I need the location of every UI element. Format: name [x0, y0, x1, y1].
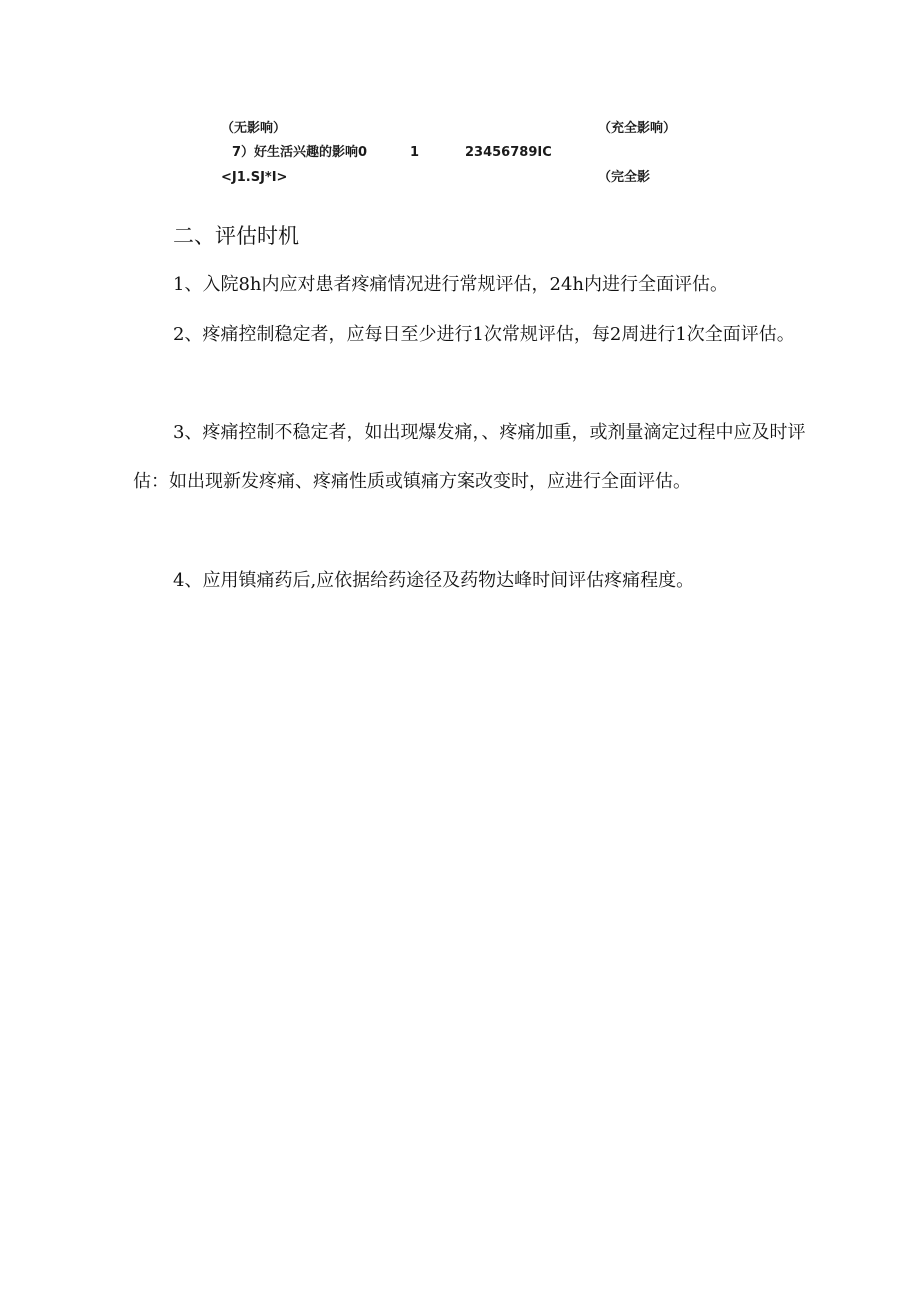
scale-item-label: 7）好生活兴趣的影响0 — [232, 145, 368, 160]
section-heading: 二、评估时机 — [173, 224, 299, 248]
scale-left-label-top: （无影响） — [221, 121, 287, 136]
paragraph-2: 2、疼痛控制稳定者，应每日至少进行1次常规评估，每2周进行1次全面评估。 — [173, 324, 795, 345]
scale-left-label-bottom: <J1.SJ*I> — [221, 170, 288, 185]
scale-value-one: 1 — [410, 145, 420, 160]
scale-values-rest: 23456789IC — [465, 145, 552, 160]
paragraph-4: 4、应用镇痛药后,应依据给药途径及药物达峰时间评估疼痛程度。 — [173, 570, 695, 591]
paragraph-1: 1、入院8h内应对患者疼痛情况进行常规评估，24h内进行全面评估。 — [173, 274, 728, 295]
paragraph-3: 3、疼痛控制不稳定者，如出现爆发痛，、疼痛加重，或剂量滴定过程中应及时评估：如出现新发疼痛、疼痛性质或镇痛方案改变时，应进行全面评估。 — [133, 422, 806, 492]
scale-right-label-bottom: （完全影 — [598, 170, 651, 185]
scale-right-label-top: （充全影响） — [598, 121, 677, 136]
